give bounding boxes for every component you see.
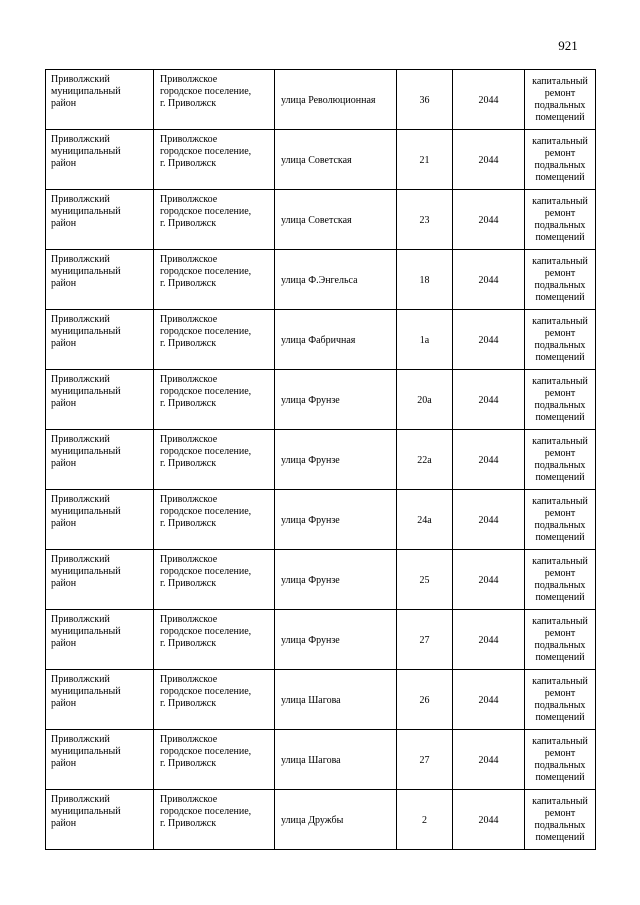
settlement-cell <box>154 790 275 850</box>
year-cell <box>453 490 525 550</box>
district-cell <box>46 610 154 670</box>
year-cell-text: 2044 <box>478 94 499 106</box>
district-cell <box>46 730 154 790</box>
year-cell-text: 2044 <box>478 274 499 286</box>
street-cell <box>275 490 397 550</box>
street-cell-text: улица Советская <box>281 154 352 166</box>
year-cell <box>453 550 525 610</box>
street-cell-text: улица Шагова <box>281 694 341 706</box>
table-row <box>46 790 596 850</box>
district-cell-text: Приволжский муниципальный район <box>51 614 121 649</box>
settlement-cell-text: Приволжское городское поселение, г. Приволжск <box>160 734 252 769</box>
settlement-cell <box>154 550 275 610</box>
work-type-cell-text: капитальный ремонт подвальных помещений <box>532 555 588 603</box>
street-cell <box>275 190 397 250</box>
settlement-cell <box>154 370 275 430</box>
house-number-cell <box>397 70 453 130</box>
year-cell <box>453 370 525 430</box>
house-number-cell-text: 23 <box>419 214 430 226</box>
settlement-cell <box>154 490 275 550</box>
work-type-cell-text: капитальный ремонт подвальных помещений <box>532 795 588 843</box>
work-type-cell-text: капитальный ремонт подвальных помещений <box>532 735 588 783</box>
street-cell <box>275 550 397 610</box>
district-cell <box>46 790 154 850</box>
year-cell-text: 2044 <box>478 454 499 466</box>
house-number-cell <box>397 310 453 370</box>
street-cell-text: улица Шагова <box>281 754 341 766</box>
work-type-cell <box>525 310 596 370</box>
district-cell-text: Приволжский муниципальный район <box>51 494 121 529</box>
table-body <box>46 70 596 850</box>
year-cell <box>453 130 525 190</box>
street-cell <box>275 310 397 370</box>
work-type-cell <box>525 790 596 850</box>
street-cell <box>275 430 397 490</box>
work-type-cell-text: капитальный ремонт подвальных помещений <box>532 435 588 483</box>
house-number-cell <box>397 550 453 610</box>
work-type-cell <box>525 610 596 670</box>
district-cell-text: Приволжский муниципальный район <box>51 194 121 229</box>
work-type-cell <box>525 250 596 310</box>
house-number-cell <box>397 730 453 790</box>
work-type-cell <box>525 130 596 190</box>
house-number-cell-text: 27 <box>419 754 430 766</box>
settlement-cell <box>154 670 275 730</box>
district-cell-text: Приволжский муниципальный район <box>51 794 121 829</box>
house-number-cell-text: 25 <box>419 574 430 586</box>
table-row <box>46 730 596 790</box>
street-cell <box>275 130 397 190</box>
table-row <box>46 310 596 370</box>
settlement-cell-text: Приволжское городское поселение, г. Приволжск <box>160 434 252 469</box>
settlement-cell <box>154 730 275 790</box>
district-cell <box>46 670 154 730</box>
table-row <box>46 490 596 550</box>
table-row <box>46 190 596 250</box>
house-number-cell <box>397 430 453 490</box>
district-cell <box>46 190 154 250</box>
district-cell-text: Приволжский муниципальный район <box>51 254 121 289</box>
table-row <box>46 430 596 490</box>
street-cell <box>275 250 397 310</box>
year-cell-text: 2044 <box>478 694 499 706</box>
district-cell-text: Приволжский муниципальный район <box>51 554 121 589</box>
street-cell <box>275 730 397 790</box>
year-cell-text: 2044 <box>478 814 499 826</box>
table-row <box>46 130 596 190</box>
house-number-cell-text: 21 <box>419 154 430 166</box>
street-cell-text: улица Фрунзе <box>281 454 340 466</box>
settlement-cell-text: Приволжское городское поселение, г. Приволжск <box>160 74 252 109</box>
district-cell-text: Приволжский муниципальный район <box>51 434 121 469</box>
year-cell-text: 2044 <box>478 154 499 166</box>
year-cell-text: 2044 <box>478 574 499 586</box>
year-cell <box>453 430 525 490</box>
district-cell <box>46 250 154 310</box>
settlement-cell-text: Приволжское городское поселение, г. Приволжск <box>160 554 252 589</box>
house-number-cell <box>397 370 453 430</box>
table-row <box>46 670 596 730</box>
work-type-cell-text: капитальный ремонт подвальных помещений <box>532 315 588 363</box>
settlement-cell-text: Приволжское городское поселение, г. Приволжск <box>160 794 252 829</box>
settlement-cell-text: Приволжское городское поселение, г. Приволжск <box>160 314 252 349</box>
settlement-cell <box>154 250 275 310</box>
work-type-cell-text: капитальный ремонт подвальных помещений <box>532 135 588 183</box>
house-number-cell <box>397 490 453 550</box>
street-cell-text: улица Дружбы <box>281 814 344 826</box>
year-cell-text: 2044 <box>478 514 499 526</box>
year-cell <box>453 670 525 730</box>
work-type-cell-text: капитальный ремонт подвальных помещений <box>532 195 588 243</box>
year-cell <box>453 310 525 370</box>
street-cell <box>275 70 397 130</box>
year-cell-text: 2044 <box>478 634 499 646</box>
work-type-cell-text: капитальный ремонт подвальных помещений <box>532 675 588 723</box>
year-cell <box>453 610 525 670</box>
district-cell <box>46 490 154 550</box>
work-type-cell-text: капитальный ремонт подвальных помещений <box>532 75 588 123</box>
settlement-cell-text: Приволжское городское поселение, г. Приволжск <box>160 374 252 409</box>
table-row <box>46 70 596 130</box>
street-cell-text: улица Ф.Энгельса <box>281 274 358 286</box>
year-cell <box>453 250 525 310</box>
district-cell-text: Приволжский муниципальный район <box>51 674 121 709</box>
year-cell <box>453 70 525 130</box>
table-row <box>46 250 596 310</box>
street-cell-text: улица Фрунзе <box>281 514 340 526</box>
work-type-cell <box>525 550 596 610</box>
district-cell <box>46 550 154 610</box>
district-cell-text: Приволжский муниципальный район <box>51 314 121 349</box>
year-cell-text: 2044 <box>478 754 499 766</box>
house-number-cell-text: 36 <box>419 94 430 106</box>
year-cell-text: 2044 <box>478 214 499 226</box>
street-cell <box>275 790 397 850</box>
house-number-cell-text: 22а <box>417 454 432 466</box>
street-cell-text: улица Фрунзе <box>281 394 340 406</box>
house-number-cell <box>397 190 453 250</box>
district-cell <box>46 370 154 430</box>
house-number-cell-text: 20а <box>417 394 432 406</box>
settlement-cell <box>154 430 275 490</box>
work-type-cell-text: капитальный ремонт подвальных помещений <box>532 615 588 663</box>
street-cell-text: улица Фабричная <box>281 334 356 346</box>
settlement-cell <box>154 70 275 130</box>
year-cell <box>453 190 525 250</box>
work-type-cell-text: капитальный ремонт подвальных помещений <box>532 495 588 543</box>
house-number-cell <box>397 250 453 310</box>
settlement-cell <box>154 310 275 370</box>
work-type-cell <box>525 190 596 250</box>
street-cell-text: улица Фрунзе <box>281 574 340 586</box>
house-number-cell-text: 18 <box>419 274 430 286</box>
work-type-cell <box>525 370 596 430</box>
district-cell-text: Приволжский муниципальный район <box>51 374 121 409</box>
settlement-cell-text: Приволжское городское поселение, г. Приволжск <box>160 134 252 169</box>
street-cell <box>275 370 397 430</box>
street-cell-text: улица Революционная <box>281 94 376 106</box>
settlement-cell-text: Приволжское городское поселение, г. Приволжск <box>160 674 252 709</box>
work-type-cell <box>525 730 596 790</box>
street-cell <box>275 670 397 730</box>
table-row <box>46 610 596 670</box>
year-cell-text: 2044 <box>478 394 499 406</box>
district-cell <box>46 430 154 490</box>
settlement-cell-text: Приволжское городское поселение, г. Приволжск <box>160 614 252 649</box>
work-type-cell <box>525 70 596 130</box>
year-cell <box>453 730 525 790</box>
house-number-cell <box>397 610 453 670</box>
settlement-cell-text: Приволжское городское поселение, г. Приволжск <box>160 494 252 529</box>
work-type-cell-text: капитальный ремонт подвальных помещений <box>532 255 588 303</box>
house-number-cell-text: 27 <box>419 634 430 646</box>
year-cell-text: 2044 <box>478 334 499 346</box>
settlement-cell <box>154 130 275 190</box>
house-number-cell <box>397 790 453 850</box>
street-cell <box>275 610 397 670</box>
street-cell-text: улица Фрунзе <box>281 634 340 646</box>
settlement-cell-text: Приволжское городское поселение, г. Приволжск <box>160 254 252 289</box>
street-cell-text: улица Советская <box>281 214 352 226</box>
work-type-cell <box>525 490 596 550</box>
page-number: 921 <box>558 38 578 53</box>
house-number-cell <box>397 130 453 190</box>
district-cell <box>46 70 154 130</box>
year-cell <box>453 790 525 850</box>
settlement-cell-text: Приволжское городское поселение, г. Приволжск <box>160 194 252 229</box>
settlement-cell <box>154 610 275 670</box>
house-number-cell <box>397 670 453 730</box>
repair-schedule-table <box>45 69 596 850</box>
house-number-cell-text: 2 <box>422 814 427 826</box>
table-row <box>46 370 596 430</box>
work-type-cell <box>525 430 596 490</box>
district-cell-text: Приволжский муниципальный район <box>51 734 121 769</box>
district-cell <box>46 130 154 190</box>
district-cell <box>46 310 154 370</box>
work-type-cell-text: капитальный ремонт подвальных помещений <box>532 375 588 423</box>
house-number-cell-text: 24а <box>417 514 432 526</box>
work-type-cell <box>525 670 596 730</box>
house-number-cell-text: 26 <box>419 694 430 706</box>
house-number-cell-text: 1а <box>419 334 430 346</box>
district-cell-text: Приволжский муниципальный район <box>51 74 121 109</box>
table-row <box>46 550 596 610</box>
district-cell-text: Приволжский муниципальный район <box>51 134 121 169</box>
settlement-cell <box>154 190 275 250</box>
